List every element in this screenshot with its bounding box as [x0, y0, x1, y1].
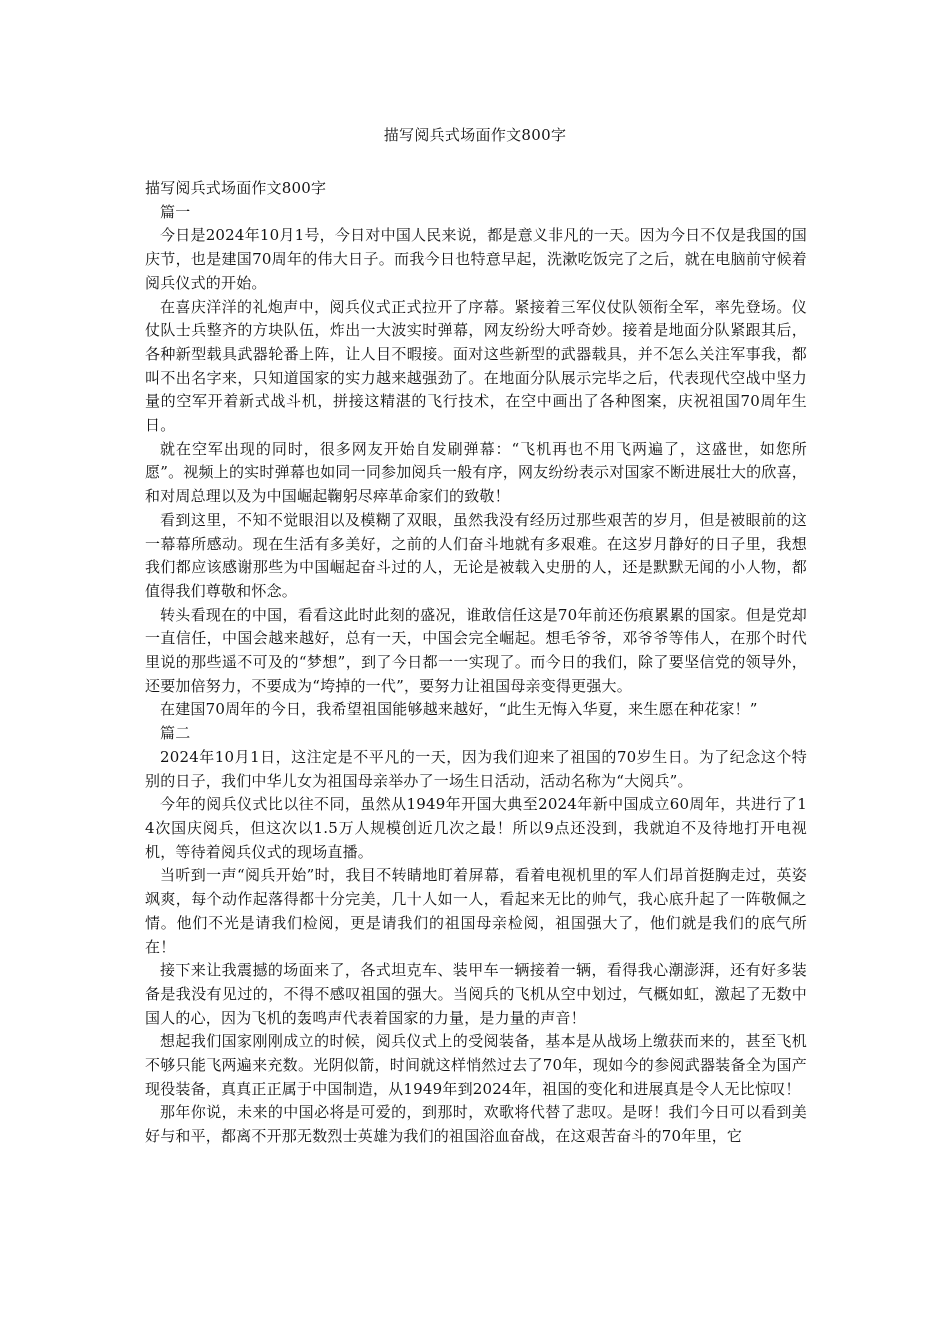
- document-body: [145, 177, 807, 1149]
- document-title: 描写阅兵式场面作文800字: [383, 126, 567, 144]
- section-label-two: 篇二: [160, 724, 191, 743]
- paragraph: 接下来让我震撼的场面来了，各式坦克车、装甲车一辆接着一辆，看得我心潮澎湃，还有好多装备是我没有见过的，不得不感叹祖国的强大。当阅兵的飞机从空中划过，气概如虹，激起了无数中国人的心，因为飞机的轰鸣声代表着国家的力量，是力量的声音！: [145, 961, 807, 1027]
- paragraph: 看到这里，不知不觉眼泪以及模糊了双眼，虽然我没有经历过那些艰苦的岁月，但是被眼前的这一幕幕所感动。现在生活有多美好，之前的人们奋斗地就有多艰难。在这岁月静好的日子里，我想我们都应该感谢那些为中国崛起奋斗过的人，无论是被载入史册的人，还是默默无闻的小人物，都值得我们尊敬和怀念。: [145, 510, 807, 600]
- paragraph: 在建国70周年的今日，我希望祖国能够越来越好，“此生无悔入华夏，来生愿在种花家！”: [160, 700, 758, 719]
- paragraph: 2024年10月1日，这注定是不平凡的一天，因为我们迎来了祖国的70岁生日。为了纪念这个特别的日子，我们中华儿女为祖国母亲举办了一场生日活动，活动名称为“大阅兵”。: [145, 747, 807, 790]
- section-label-one: 篇一: [160, 202, 191, 221]
- paragraph: 想起我们国家刚刚成立的时候，阅兵仪式上的受阅装备，基本是从战场上缴获而来的，甚至飞机不够只能飞两遍来充数。光阴似箭，时间就这样悄然过去了70年，现如今的参阅武器装备全为国产现役装备，真真正正属于中国制造，从1949年到2024年，祖国的变化和进展真是令人无比惊叹！: [145, 1032, 807, 1098]
- paragraph: 那年你说，未来的中国必将是可爱的，到那时，欢歌将代替了悲叹。是呀！我们今日可以看到美好与和平，都离不开那无数烈士英雄为我们的祖国浴血奋战，在这艰苦奋斗的70年里，它: [145, 1103, 807, 1146]
- paragraph: 就在空军出现的同时，很多网友开始自发刷弹幕：“飞机再也不用飞两遍了，这盛世，如您所愿”。视频上的实时弹幕也如同一同参加阅兵一般有序，网友纷纷表示对国家不断进展壮大的欣喜，和对周总理以及为中国崛起鞠躬尽瘁革命家们的致敬！: [145, 439, 807, 506]
- paragraph: 当听到一声“阅兵开始”时，我目不转睛地盯着屏幕，看着电视机里的军人们昂首挺胸走过，英姿飒爽，每个动作起落得都十分完美，几十人如一人，看起来无比的帅气，我心底升起了一阵敬佩之情。他们不光是请我们检阅，更是请我们的祖国母亲检阅，祖国强大了，他们就是我们的底气所在！: [145, 866, 807, 956]
- paragraph: 今年的阅兵仪式比以往不同，虽然从1949年开国大典至2024年新中国成立60周年，共进行了14次国庆阅兵，但这次以1.5万人规模创近几次之最！所以9点还没到，我就迫不及待地打开电视机，等待着阅兵仪式的现场直播。: [145, 795, 807, 861]
- paragraph: 今日是2024年10月1号，今日对中国人民来说，都是意义非凡的一天。因为今日不仅是我国的国庆节，也是建国70周年的伟大日子。而我今日也特意早起，洗漱吃饭完了之后，就在电脑前守候着阅兵仪式的开始。: [145, 226, 807, 292]
- paragraph: 在喜庆洋洋的礼炮声中，阅兵仪式正式拉开了序幕。紧接着三军仪仗队领衔全军，率先登场。仪仗队士兵整齐的方块队伍，炸出一大波实时弹幕，网友纷纷大呼奇妙。接着是地面分队紧跟其后，各种新型载具武器轮番上阵，让人目不暇接。面对这些新型的武器载具，并不怎么关注军事我，都叫不出名字来，只知道国家的实力越来越强劲了。在地面分队展示完毕之后，代表现代空战中坚力量的空军开着新式战斗机，拼接这精湛的飞行技术，在空中画出了各种图案，庆祝祖国70周年生日。: [145, 297, 807, 435]
- essay-heading: 描写阅兵式场面作文800字: [145, 179, 327, 197]
- paragraph: 转头看现在的中国，看看这此时此刻的盛况，谁敢信任这是70年前还伤痕累累的国家。但是党却一直信任，中国会越来越好，总有一天，中国会完全崛起。想毛爷爷，邓爷爷等伟人，在那个时代里说的那些遥不可及的“梦想”，到了今日都一一实现了。而今日的我们，除了要坚信党的领导外，还要加倍努力，不要成为“垮掉的一代”，要努力让祖国母亲变得更强大。: [145, 605, 807, 695]
